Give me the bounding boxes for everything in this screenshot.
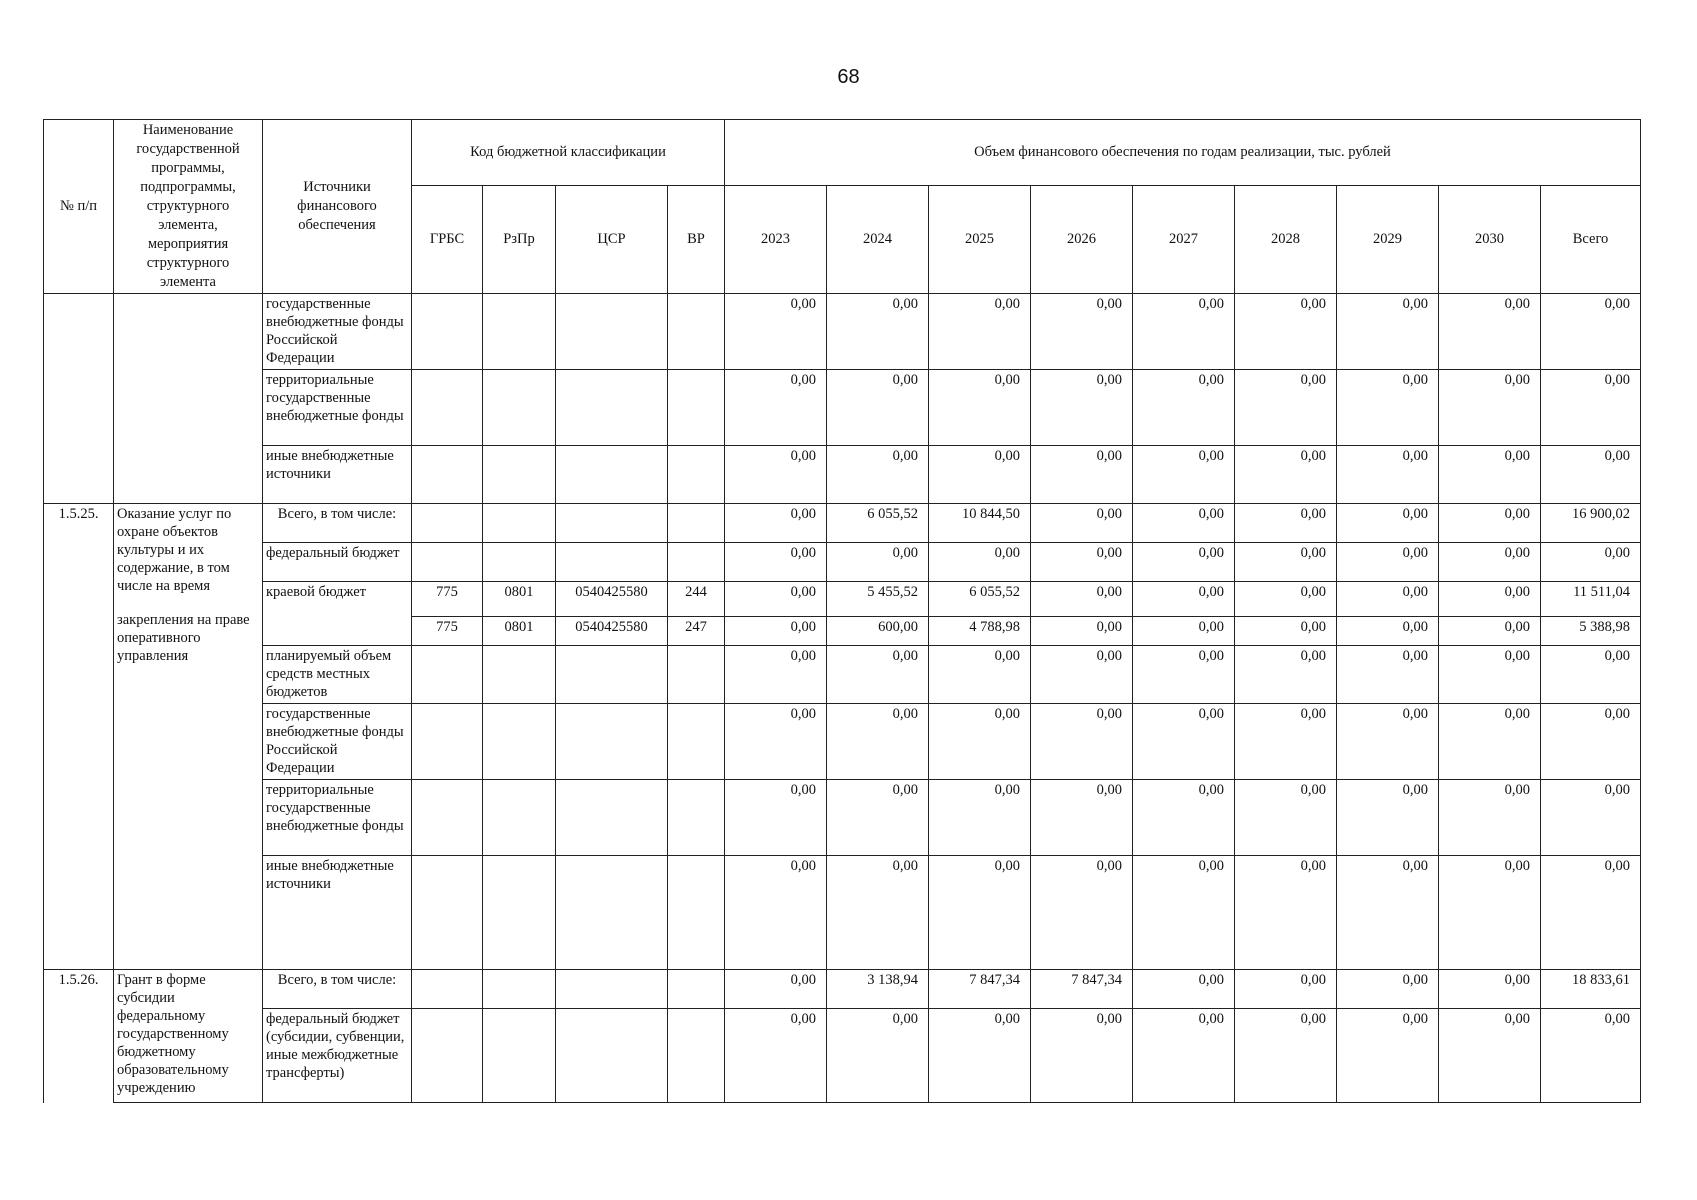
table-row bbox=[44, 543, 1641, 582]
value-cell: 0,00 bbox=[827, 780, 929, 856]
table-row bbox=[44, 582, 1641, 617]
row-source: краевой бюджет bbox=[263, 582, 412, 646]
item-name bbox=[114, 504, 263, 970]
value-cell: 0,00 bbox=[827, 856, 929, 970]
value-cell: 0,00 bbox=[1439, 1009, 1541, 1103]
csr-cell: 0540425580 bbox=[556, 582, 668, 617]
value-cell: 0,00 bbox=[1031, 646, 1133, 704]
row-name-cell bbox=[114, 294, 263, 504]
value-cell: 0,00 bbox=[1337, 370, 1439, 446]
value-cell: 0,00 bbox=[725, 543, 827, 582]
value-cell: 0,00 bbox=[725, 780, 827, 856]
row-source: иные внебюджетные источники bbox=[263, 856, 412, 970]
value-cell: 0,00 bbox=[725, 446, 827, 504]
value-cell: 0,00 bbox=[1133, 294, 1235, 370]
value-cell: 0,00 bbox=[1133, 446, 1235, 504]
value-cell: 0,00 bbox=[929, 646, 1031, 704]
value-cell: 0,00 bbox=[725, 294, 827, 370]
value-cell: 0,00 bbox=[1337, 970, 1439, 1009]
value-cell: 0,00 bbox=[1235, 1009, 1337, 1103]
header-total: Всего bbox=[1541, 185, 1641, 294]
value-cell: 0,00 bbox=[1235, 856, 1337, 970]
value-cell: 0,00 bbox=[1439, 446, 1541, 504]
row-source: государственные внебюджетные фонды Российской Федерации bbox=[263, 294, 412, 370]
header-grbs: ГРБС bbox=[412, 185, 483, 294]
value-cell: 0,00 bbox=[827, 704, 929, 780]
value-cell: 6 055,52 bbox=[929, 582, 1031, 617]
header-year-2027: 2027 bbox=[1133, 185, 1235, 294]
header-year-2024: 2024 bbox=[827, 185, 929, 294]
value-cell: 0,00 bbox=[1031, 780, 1133, 856]
vr-cell: 244 bbox=[668, 582, 725, 617]
value-cell: 7 847,34 bbox=[1031, 970, 1133, 1009]
header-source: Источники финансового обеспечения bbox=[263, 120, 412, 294]
item-number: 1.5.26. bbox=[44, 970, 114, 1103]
value-cell: 0,00 bbox=[929, 780, 1031, 856]
value-cell: 16 900,02 bbox=[1541, 504, 1641, 543]
value-cell: 0,00 bbox=[929, 446, 1031, 504]
value-cell: 0,00 bbox=[827, 446, 929, 504]
value-cell: 0,00 bbox=[1439, 543, 1541, 582]
value-cell: 0,00 bbox=[1439, 704, 1541, 780]
value-cell: 0,00 bbox=[1133, 617, 1235, 646]
header-year-2023: 2023 bbox=[725, 185, 827, 294]
value-cell: 0,00 bbox=[1337, 582, 1439, 617]
item-name-part2: закрепления на праве оперативного управления bbox=[117, 612, 250, 664]
table-row bbox=[44, 504, 1641, 543]
value-cell: 0,00 bbox=[1337, 1009, 1439, 1103]
value-cell: 5 388,98 bbox=[1541, 617, 1641, 646]
value-cell: 0,00 bbox=[1235, 617, 1337, 646]
value-cell: 0,00 bbox=[1337, 646, 1439, 704]
value-cell: 0,00 bbox=[1439, 970, 1541, 1009]
table-row bbox=[44, 446, 1641, 504]
value-cell: 0,00 bbox=[1439, 617, 1541, 646]
value-cell: 0,00 bbox=[1235, 582, 1337, 617]
table-row bbox=[44, 780, 1641, 856]
value-cell: 0,00 bbox=[725, 704, 827, 780]
header-year-2030: 2030 bbox=[1439, 185, 1541, 294]
value-cell: 0,00 bbox=[1031, 294, 1133, 370]
value-cell: 0,00 bbox=[725, 370, 827, 446]
row-source: федеральный бюджет (субсидии, субвенции, иные межбюджетные трансферты) bbox=[263, 1009, 412, 1103]
value-cell: 18 833,61 bbox=[1541, 970, 1641, 1009]
value-cell: 0,00 bbox=[1235, 780, 1337, 856]
header-year-2025: 2025 bbox=[929, 185, 1031, 294]
value-cell: 0,00 bbox=[1541, 1009, 1641, 1103]
value-cell: 7 847,34 bbox=[929, 970, 1031, 1009]
value-cell: 0,00 bbox=[929, 1009, 1031, 1103]
value-cell: 0,00 bbox=[1235, 294, 1337, 370]
value-cell: 0,00 bbox=[1337, 617, 1439, 646]
value-cell: 0,00 bbox=[929, 294, 1031, 370]
value-cell: 0,00 bbox=[827, 370, 929, 446]
value-cell: 0,00 bbox=[1235, 646, 1337, 704]
row-source: иные внебюджетные источники bbox=[263, 446, 412, 504]
value-cell: 0,00 bbox=[1031, 370, 1133, 446]
value-cell: 0,00 bbox=[725, 646, 827, 704]
page-number: 68 bbox=[837, 66, 860, 88]
value-cell: 5 455,52 bbox=[827, 582, 929, 617]
row-source: территориальные государственные внебюджетные фонды bbox=[263, 780, 412, 856]
table-row bbox=[44, 646, 1641, 704]
value-cell: 0,00 bbox=[1031, 504, 1133, 543]
value-cell: 0,00 bbox=[1235, 704, 1337, 780]
item-number: 1.5.25. bbox=[44, 504, 114, 970]
value-cell: 0,00 bbox=[1133, 582, 1235, 617]
header-name: Наименование государственной программы, подпрограммы, структурного элемента, мероприятия структурного элемента bbox=[114, 120, 263, 294]
row-num-cell bbox=[44, 294, 114, 504]
value-cell: 0,00 bbox=[725, 582, 827, 617]
grbs-cell: 775 bbox=[412, 617, 483, 646]
value-cell: 0,00 bbox=[1235, 446, 1337, 504]
table-row bbox=[44, 1009, 1641, 1103]
row-source: государственные внебюджетные фонды Российской Федерации bbox=[263, 704, 412, 780]
row-source: Всего, в том числе: bbox=[263, 504, 412, 543]
value-cell: 0,00 bbox=[1541, 704, 1641, 780]
value-cell: 0,00 bbox=[1031, 543, 1133, 582]
row-source: планируемый объем средств местных бюджетов bbox=[263, 646, 412, 704]
value-cell: 0,00 bbox=[725, 856, 827, 970]
value-cell: 0,00 bbox=[1439, 582, 1541, 617]
value-cell: 0,00 bbox=[1439, 370, 1541, 446]
value-cell: 0,00 bbox=[1031, 446, 1133, 504]
value-cell: 0,00 bbox=[1133, 370, 1235, 446]
value-cell: 0,00 bbox=[1031, 704, 1133, 780]
value-cell: 10 844,50 bbox=[929, 504, 1031, 543]
value-cell: 0,00 bbox=[929, 370, 1031, 446]
header-volume-group: Объем финансового обеспечения по годам реализации, тыс. рублей bbox=[725, 120, 1641, 186]
value-cell: 3 138,94 bbox=[827, 970, 929, 1009]
value-cell: 0,00 bbox=[1133, 1009, 1235, 1103]
value-cell: 11 511,04 bbox=[1541, 582, 1641, 617]
value-cell: 0,00 bbox=[1337, 543, 1439, 582]
value-cell: 0,00 bbox=[1541, 543, 1641, 582]
value-cell: 0,00 bbox=[1235, 370, 1337, 446]
header-year-2029: 2029 bbox=[1337, 185, 1439, 294]
value-cell: 0,00 bbox=[1541, 780, 1641, 856]
csr-cell: 0540425580 bbox=[556, 617, 668, 646]
vr-cell: 247 bbox=[668, 617, 725, 646]
table-row bbox=[44, 704, 1641, 780]
value-cell: 0,00 bbox=[1439, 646, 1541, 704]
rzpr-cell: 0801 bbox=[483, 617, 556, 646]
table-row bbox=[44, 856, 1641, 970]
value-cell: 0,00 bbox=[725, 970, 827, 1009]
header-kbk-group: Код бюджетной классификации bbox=[412, 120, 725, 186]
rzpr-cell: 0801 bbox=[483, 582, 556, 617]
value-cell: 0,00 bbox=[1439, 780, 1541, 856]
value-cell: 0,00 bbox=[1133, 504, 1235, 543]
value-cell: 0,00 bbox=[1031, 856, 1133, 970]
value-cell: 0,00 bbox=[1133, 970, 1235, 1009]
item-name: Грант в форме субсидии федеральному государственному бюджетному образовательному учреждению bbox=[114, 970, 263, 1103]
value-cell: 0,00 bbox=[1337, 856, 1439, 970]
value-cell: 0,00 bbox=[1133, 646, 1235, 704]
value-cell: 0,00 bbox=[1235, 504, 1337, 543]
value-cell: 0,00 bbox=[1337, 504, 1439, 543]
item-name-part1: Оказание услуг по охране объектов культуры и их содержание, в том числе на время bbox=[117, 506, 232, 594]
header-num: № п/п bbox=[44, 120, 114, 294]
value-cell: 0,00 bbox=[1235, 543, 1337, 582]
value-cell: 0,00 bbox=[827, 646, 929, 704]
value-cell: 0,00 bbox=[725, 504, 827, 543]
value-cell: 0,00 bbox=[1541, 856, 1641, 970]
value-cell: 0,00 bbox=[1439, 856, 1541, 970]
table-row bbox=[44, 970, 1641, 1009]
header-csr: ЦСР bbox=[556, 185, 668, 294]
value-cell: 0,00 bbox=[1337, 780, 1439, 856]
value-cell: 0,00 bbox=[1235, 970, 1337, 1009]
row-source: Всего, в том числе: bbox=[263, 970, 412, 1009]
value-cell: 0,00 bbox=[929, 543, 1031, 582]
value-cell: 0,00 bbox=[929, 704, 1031, 780]
value-cell: 0,00 bbox=[1337, 294, 1439, 370]
table-row bbox=[44, 370, 1641, 446]
value-cell: 0,00 bbox=[1337, 446, 1439, 504]
grbs-cell: 775 bbox=[412, 582, 483, 617]
value-cell: 0,00 bbox=[1031, 617, 1133, 646]
value-cell: 0,00 bbox=[1541, 294, 1641, 370]
value-cell: 6 055,52 bbox=[827, 504, 929, 543]
row-source: федеральный бюджет bbox=[263, 543, 412, 582]
value-cell: 0,00 bbox=[1133, 856, 1235, 970]
table-row bbox=[44, 294, 1641, 370]
value-cell: 0,00 bbox=[1439, 294, 1541, 370]
value-cell: 0,00 bbox=[827, 294, 929, 370]
value-cell: 600,00 bbox=[827, 617, 929, 646]
value-cell: 0,00 bbox=[1337, 704, 1439, 780]
value-cell: 4 788,98 bbox=[929, 617, 1031, 646]
value-cell: 0,00 bbox=[1439, 504, 1541, 543]
value-cell: 0,00 bbox=[1031, 582, 1133, 617]
value-cell: 0,00 bbox=[1031, 1009, 1133, 1103]
row-source: территориальные государственные внебюджетные фонды bbox=[263, 370, 412, 446]
value-cell: 0,00 bbox=[827, 1009, 929, 1103]
value-cell: 0,00 bbox=[929, 856, 1031, 970]
value-cell: 0,00 bbox=[1541, 370, 1641, 446]
header-year-2028: 2028 bbox=[1235, 185, 1337, 294]
value-cell: 0,00 bbox=[1133, 704, 1235, 780]
value-cell: 0,00 bbox=[1541, 646, 1641, 704]
value-cell: 0,00 bbox=[1133, 543, 1235, 582]
header-rzpr: РзПр bbox=[483, 185, 556, 294]
value-cell: 0,00 bbox=[1133, 780, 1235, 856]
value-cell: 0,00 bbox=[1541, 446, 1641, 504]
value-cell: 0,00 bbox=[725, 1009, 827, 1103]
header-year-2026: 2026 bbox=[1031, 185, 1133, 294]
header-vr: ВР bbox=[668, 185, 725, 294]
value-cell: 0,00 bbox=[827, 543, 929, 582]
value-cell: 0,00 bbox=[725, 617, 827, 646]
budget-table bbox=[43, 119, 1641, 1103]
